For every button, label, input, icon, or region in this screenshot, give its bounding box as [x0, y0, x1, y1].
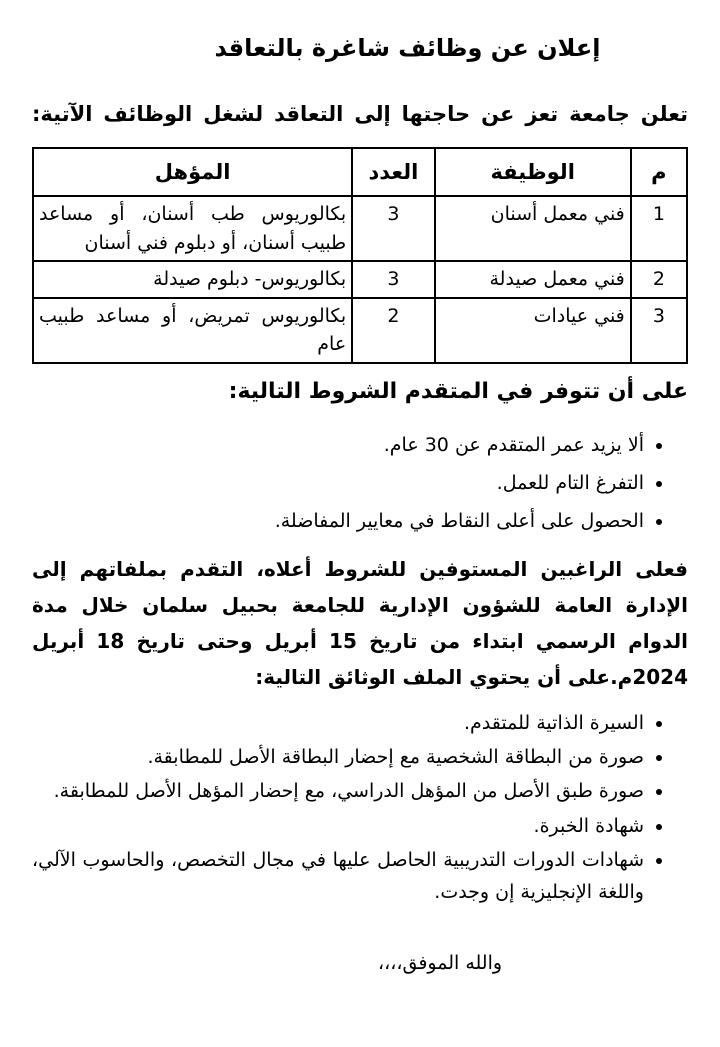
- row-count: 3: [352, 261, 434, 298]
- closing-line: والله الموفق،،،،: [377, 952, 503, 975]
- table-row: [33, 261, 687, 298]
- condition-item: • التفرغ التام للعمل.: [32, 468, 644, 498]
- intro-line: تعلن جامعة تعز عن حاجتها إلى التعاقد لشغل الوظائف الآتية:: [32, 102, 688, 126]
- table-header-row: [33, 148, 687, 196]
- column-header-count: العدد: [352, 148, 434, 196]
- row-qualification: بكالوريوس طب أسنان، أو مساعد طبيب أسنان، أو دبلوم فني أسنان: [33, 196, 352, 261]
- document-item: • شهادات الدورات التدريبية الحاصل عليها في مجال التخصص، والحاسوب الآلي، واللغة الإنجليزية إن وجدت.: [32, 844, 644, 909]
- conditions-heading: على أن تتوفر في المتقدم الشروط التالية:: [228, 378, 688, 404]
- vacancies-table: [32, 147, 688, 364]
- document-item: • السيرة الذاتية للمتقدم.: [32, 707, 644, 739]
- document-item: • صورة طبق الأصل من المؤهل الدراسي، مع إحضار المؤهل الأصل للمطابقة.: [32, 775, 644, 807]
- condition-item: • الحصول على أعلى النقاط في معايير المفاضلة.: [32, 506, 644, 536]
- table-row: [33, 196, 687, 261]
- row-number: 2: [631, 261, 687, 298]
- row-qualification: بكالوريوس- دبلوم صيدلة: [33, 261, 352, 298]
- column-header-number: م: [631, 148, 687, 196]
- condition-item: • ألا يزيد عمر المتقدم عن 30 عام.: [32, 430, 644, 460]
- page-title: إعلان عن وظائف شاغرة بالتعاقد: [214, 34, 601, 62]
- row-qualification: بكالوريوس تمريض، أو مساعد طبيب عام: [33, 298, 352, 363]
- document-item: • صورة من البطاقة الشخصية مع إحضار البطاقة الأصل للمطابقة.: [32, 741, 644, 773]
- column-header-job: الوظيفة: [435, 148, 631, 196]
- document-item: • شهادة الخبرة.: [32, 810, 644, 842]
- row-count: 2: [352, 298, 434, 363]
- row-job: فني عيادات: [435, 298, 631, 363]
- row-number: 3: [631, 298, 687, 363]
- row-count: 3: [352, 196, 434, 261]
- row-number: 1: [631, 196, 687, 261]
- application-instructions: فعلى الراغبين المستوفين للشروط أعلاه، التقدم بملفاتهم إلى الإدارة العامة للشؤون الإدارية للجامعة بحبيل سلمان خلال مدة الدوام الرسمي ابتداء من تاريخ 15 أبريل وحتى تاريخ 18 أبريل 2024م.على أن يحتوي الملف الوثائق التالية:: [32, 556, 688, 689]
- conditions-list: [32, 430, 688, 537]
- column-header-qualification: المؤهل: [33, 148, 352, 196]
- table-row: [33, 298, 687, 363]
- row-job: فني معمل صيدلة: [435, 261, 631, 298]
- row-job: فني معمل أسنان: [435, 196, 631, 261]
- required-documents-list: [32, 707, 688, 909]
